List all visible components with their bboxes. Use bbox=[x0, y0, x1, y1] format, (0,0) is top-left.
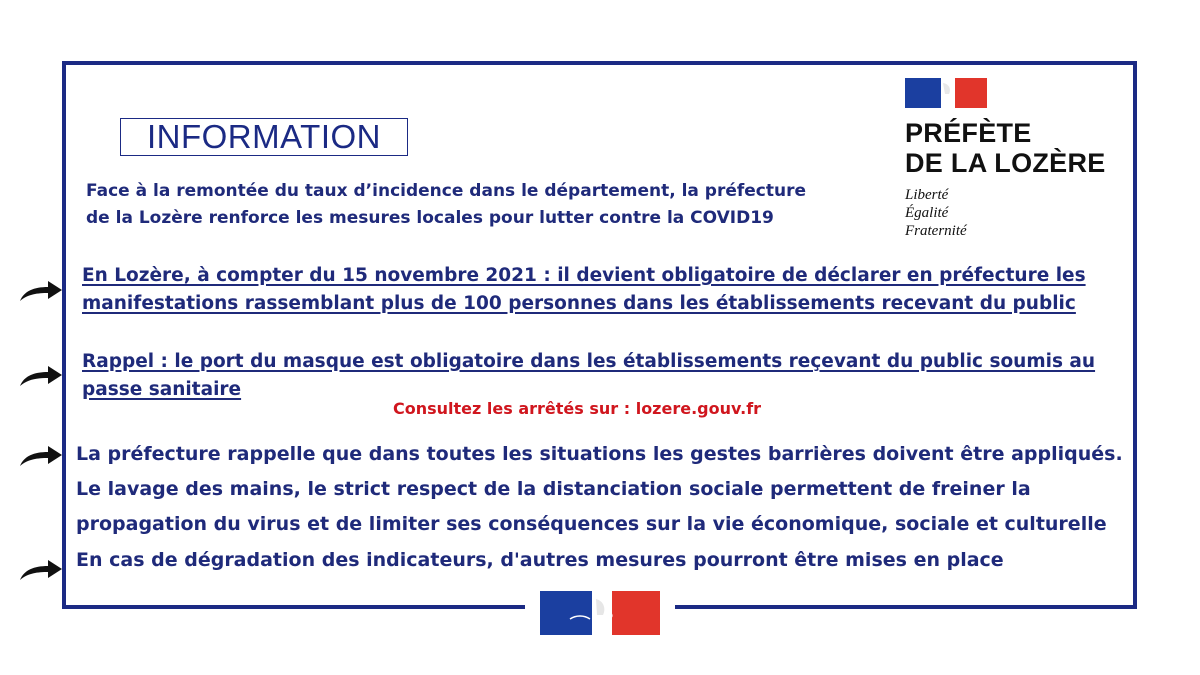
motto-fraternite: Fraternité bbox=[905, 223, 967, 239]
item-3-line-2: Le lavage des mains, le strict respect de la distanciation sociale permettent de freiner la bbox=[76, 478, 1031, 500]
curved-arrow-icon bbox=[18, 558, 64, 582]
republic-motto bbox=[905, 186, 1135, 240]
item-declaration-link[interactable] bbox=[82, 262, 1086, 318]
motto-egalite: Égalité bbox=[905, 205, 949, 221]
prefecture-logo bbox=[905, 78, 1135, 240]
intro-paragraph bbox=[86, 178, 806, 232]
item-further-measures: En cas de dégradation des indicateurs, d'autres mesures pourront être mises en place bbox=[76, 549, 1004, 571]
item-1-line-2: manifestations rassemblant plus de 100 personnes dans les établissements recevant du public bbox=[82, 293, 1076, 314]
flag-icon bbox=[540, 591, 660, 635]
marianne-logo-icon bbox=[905, 78, 987, 108]
consult-link[interactable]: Consultez les arrêtés sur : lozere.gouv.fr bbox=[393, 399, 762, 418]
prefecture-name-line-2: DE LA LOZÈRE bbox=[905, 148, 1106, 178]
intro-line-1: Face à la remontée du taux d’incidence dans le département, la préfecture bbox=[86, 181, 807, 201]
information-heading: INFORMATION bbox=[120, 118, 408, 156]
motto-liberte: Liberté bbox=[905, 187, 949, 203]
item-1-line-1: En Lozère, à compter du 15 novembre 2021 : il devient obligatoire de déclarer en préfecture les bbox=[82, 265, 1086, 286]
item-2-line-2: passe sanitaire bbox=[82, 379, 242, 400]
intro-line-2: de la Lozère renforce les mesures locales pour lutter contre la COVID19 bbox=[86, 208, 774, 228]
curved-arrow-icon bbox=[18, 444, 64, 468]
item-3-line-3: propagation du virus et de limiter ses conséquences sur la vie économique, sociale et culturelle bbox=[76, 513, 1107, 535]
prefecture-name bbox=[905, 118, 1135, 178]
curved-arrow-icon bbox=[18, 279, 64, 303]
item-3-line-1: La préfecture rappelle que dans toutes les situations les gestes barrières doivent être appliqués. bbox=[76, 443, 1123, 465]
curved-arrow-icon bbox=[18, 364, 64, 388]
item-mask-link[interactable] bbox=[82, 348, 1095, 404]
prefecture-name-line-1: PRÉFÈTE bbox=[905, 118, 1032, 148]
item-barrier-gestures bbox=[76, 437, 1123, 542]
item-2-line-1: Rappel : le port du masque est obligatoire dans les établissements reçevant du public soumis au bbox=[82, 351, 1096, 372]
